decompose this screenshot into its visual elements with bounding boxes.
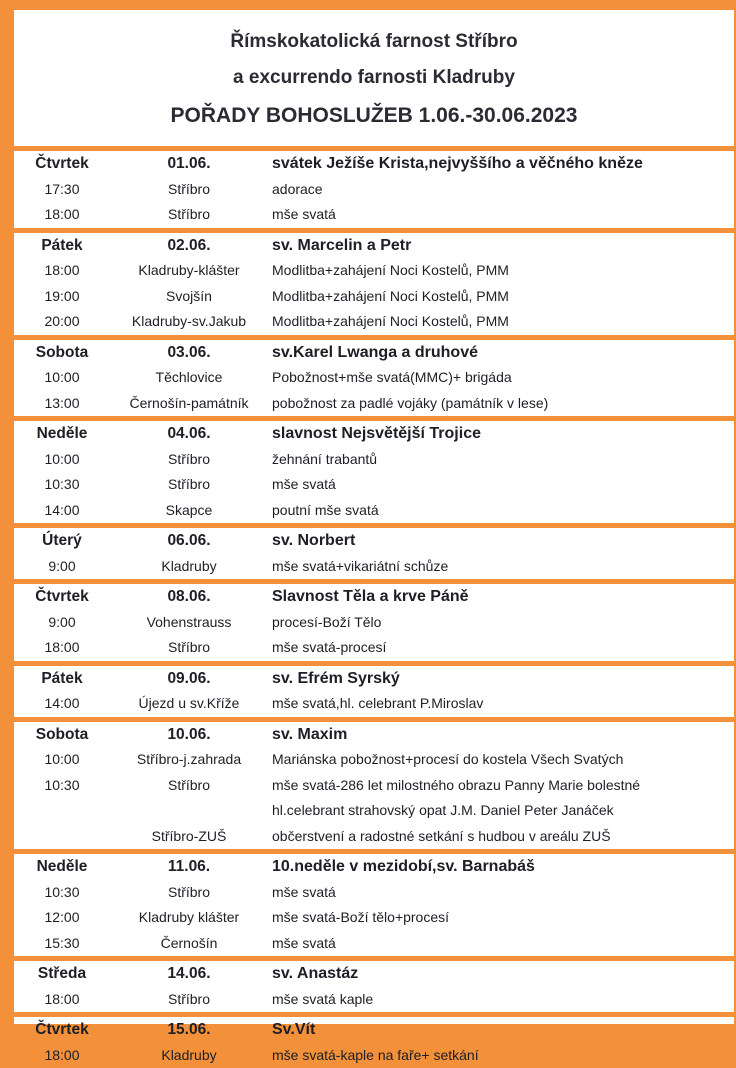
- event-description: poutní mše svatá: [272, 498, 379, 524]
- event-description: mše svatá-procesí: [272, 635, 386, 661]
- schedule-table: [14, 146, 734, 1068]
- feast-name: Slavnost Těla a krve Páně: [272, 584, 469, 610]
- event-description: Mariánska pobožnost+procesí do kostela Všech Svatých: [272, 747, 623, 773]
- parish-subtitle: a excurrendo farnosti Kladruby: [14, 60, 734, 96]
- event-time: 17:30: [14, 177, 110, 203]
- feast-name: 10.neděle v mezidobí,sv. Barnabáš: [272, 854, 535, 880]
- feast-name: sv. Marcelin a Petr: [272, 233, 411, 259]
- day-name: Neděle: [14, 854, 110, 880]
- event-place: Černošín: [114, 931, 264, 957]
- day-name: Úterý: [14, 528, 110, 554]
- event-time: 13:00: [14, 391, 110, 417]
- event-place: Stříbro: [114, 202, 264, 228]
- event-row: [14, 309, 734, 335]
- event-place: Kladruby: [114, 554, 264, 580]
- event-time: 14:00: [14, 691, 110, 717]
- event-place: Stříbro: [114, 880, 264, 906]
- event-time: 18:00: [14, 1043, 110, 1068]
- day-block: [14, 335, 734, 417]
- event-place: Stříbro-ZUŠ: [114, 824, 264, 850]
- event-place: Černošín-památník: [114, 391, 264, 417]
- event-description: mše svatá kaple: [272, 987, 373, 1013]
- day-block: [14, 416, 734, 523]
- day-block: [14, 579, 734, 661]
- day-block: [14, 956, 734, 1012]
- day-name: Čtvrtek: [14, 151, 110, 177]
- event-row: [14, 391, 734, 417]
- event-description: Pobožnost+mše svatá(MMC)+ brigáda: [272, 365, 512, 391]
- event-row: [14, 365, 734, 391]
- event-row: [14, 498, 734, 524]
- day-name: Sobota: [14, 722, 110, 748]
- day-header-row: [14, 666, 734, 692]
- day-header-row: [14, 528, 734, 554]
- event-row: [14, 824, 734, 850]
- day-block: [14, 523, 734, 579]
- event-description: mše svatá: [272, 931, 336, 957]
- day-name: Čtvrtek: [14, 584, 110, 610]
- day-name: Čtvrtek: [14, 1017, 110, 1043]
- event-time: 10:30: [14, 472, 110, 498]
- event-place: Stříbro: [114, 472, 264, 498]
- day-name: Středa: [14, 961, 110, 987]
- event-time: 18:00: [14, 202, 110, 228]
- event-place: Stříbro-j.zahrada: [114, 747, 264, 773]
- day-block: [14, 146, 734, 228]
- day-name: Sobota: [14, 340, 110, 366]
- event-place: Kladruby-sv.Jakub: [114, 309, 264, 335]
- event-description: mše svatá+vikariátní schůze: [272, 554, 448, 580]
- schedule-title: POŘADY BOHOSLUŽEB 1.06.-30.06.2023: [14, 98, 734, 134]
- event-description: mše svatá: [272, 880, 336, 906]
- event-place: Kladruby-klášter: [114, 258, 264, 284]
- event-row: [14, 554, 734, 580]
- schedule-page: [14, 10, 734, 1024]
- event-time: 15:30: [14, 931, 110, 957]
- event-place: Svojšín: [114, 284, 264, 310]
- event-description: mše svatá: [272, 202, 336, 228]
- event-row: [14, 905, 734, 931]
- feast-name: sv. Norbert: [272, 528, 355, 554]
- event-place: Těchlovice: [114, 365, 264, 391]
- day-block: [14, 849, 734, 956]
- event-description: mše svatá,hl. celebrant P.Miroslav: [272, 691, 483, 717]
- event-description: hl.celebrant strahovský opat J.M. Daniel Peter Janáček: [272, 798, 614, 824]
- event-time: 9:00: [14, 554, 110, 580]
- event-time: 10:00: [14, 747, 110, 773]
- event-time: 9:00: [14, 610, 110, 636]
- day-block: [14, 661, 734, 717]
- day-name: Pátek: [14, 233, 110, 259]
- day-header-row: [14, 421, 734, 447]
- page-header: [14, 10, 734, 146]
- event-place: Stříbro: [114, 177, 264, 203]
- event-place: Stříbro: [114, 773, 264, 799]
- day-date: 14.06.: [114, 961, 264, 987]
- feast-name: sv.Karel Lwanga a druhové: [272, 340, 478, 366]
- event-row: [14, 472, 734, 498]
- day-date: 01.06.: [114, 151, 264, 177]
- event-time: 18:00: [14, 635, 110, 661]
- event-row: [14, 258, 734, 284]
- event-description: Modlitba+zahájení Noci Kostelů, PMM: [272, 309, 509, 335]
- event-row: [14, 284, 734, 310]
- day-date: 08.06.: [114, 584, 264, 610]
- event-time: 19:00: [14, 284, 110, 310]
- event-place: Skapce: [114, 498, 264, 524]
- event-description: žehnání trabantů: [272, 447, 377, 473]
- event-description: pobožnost za padlé vojáky (památník v lese): [272, 391, 548, 417]
- event-row: [14, 177, 734, 203]
- day-date: 03.06.: [114, 340, 264, 366]
- day-block: [14, 717, 734, 850]
- event-place: Stříbro: [114, 635, 264, 661]
- event-description: procesí-Boží Tělo: [272, 610, 381, 636]
- day-date: 10.06.: [114, 722, 264, 748]
- event-time: 12:00: [14, 905, 110, 931]
- day-header-row: [14, 1017, 734, 1043]
- event-row: [14, 1043, 734, 1068]
- day-header-row: [14, 854, 734, 880]
- event-time: 14:00: [14, 498, 110, 524]
- event-time: 10:00: [14, 447, 110, 473]
- day-date: 15.06.: [114, 1017, 264, 1043]
- event-row: [14, 691, 734, 717]
- day-date: 11.06.: [114, 854, 264, 880]
- day-header-row: [14, 340, 734, 366]
- day-header-row: [14, 233, 734, 259]
- event-row: [14, 610, 734, 636]
- event-row: [14, 635, 734, 661]
- feast-name: sv. Efrém Syrský: [272, 666, 400, 692]
- event-description: Modlitba+zahájení Noci Kostelů, PMM: [272, 284, 509, 310]
- event-description: Modlitba+zahájení Noci Kostelů, PMM: [272, 258, 509, 284]
- day-date: 06.06.: [114, 528, 264, 554]
- event-time: 10:30: [14, 880, 110, 906]
- day-block: [14, 228, 734, 335]
- day-date: 09.06.: [114, 666, 264, 692]
- day-header-row: [14, 151, 734, 177]
- event-description: mše svatá-286 let milostného obrazu Panny Marie bolestné: [272, 773, 640, 799]
- day-block: [14, 1012, 734, 1068]
- event-time: 10:00: [14, 365, 110, 391]
- event-place: Stříbro: [114, 987, 264, 1013]
- event-row: [14, 880, 734, 906]
- day-header-row: [14, 584, 734, 610]
- day-date: 02.06.: [114, 233, 264, 259]
- event-description: mše svatá: [272, 472, 336, 498]
- feast-name: Sv.Vít: [272, 1017, 315, 1043]
- event-place: Kladruby: [114, 1043, 264, 1068]
- event-place: Vohenstrauss: [114, 610, 264, 636]
- event-time: 10:30: [14, 773, 110, 799]
- day-name: Pátek: [14, 666, 110, 692]
- event-row: [14, 773, 734, 799]
- event-time: 18:00: [14, 987, 110, 1013]
- event-row: [14, 747, 734, 773]
- feast-name: slavnost Nejsvětější Trojice: [272, 421, 481, 447]
- event-row: [14, 987, 734, 1013]
- event-place: Kladruby klášter: [114, 905, 264, 931]
- event-time: 20:00: [14, 309, 110, 335]
- event-description: občerstvení a radostné setkání s hudbou v areálu ZUŠ: [272, 824, 611, 850]
- feast-name: sv. Anastáz: [272, 961, 358, 987]
- day-header-row: [14, 722, 734, 748]
- parish-title: Římskokatolická farnost Stříbro: [14, 24, 734, 60]
- event-place: Stříbro: [114, 447, 264, 473]
- feast-name: svátek Ježíše Krista,nejvyššího a věčného kněze: [272, 151, 643, 177]
- day-date: 04.06.: [114, 421, 264, 447]
- event-place: Újezd u sv.Kříže: [114, 691, 264, 717]
- feast-name: sv. Maxim: [272, 722, 347, 748]
- event-row: [14, 447, 734, 473]
- event-description: mše svatá-Boží tělo+procesí: [272, 905, 449, 931]
- event-row: [14, 931, 734, 957]
- event-row: [14, 798, 734, 824]
- event-description: adorace: [272, 177, 323, 203]
- event-description: mše svatá-kaple na faře+ setkání: [272, 1043, 479, 1068]
- day-header-row: [14, 961, 734, 987]
- day-name: Neděle: [14, 421, 110, 447]
- event-time: 18:00: [14, 258, 110, 284]
- event-row: [14, 202, 734, 228]
